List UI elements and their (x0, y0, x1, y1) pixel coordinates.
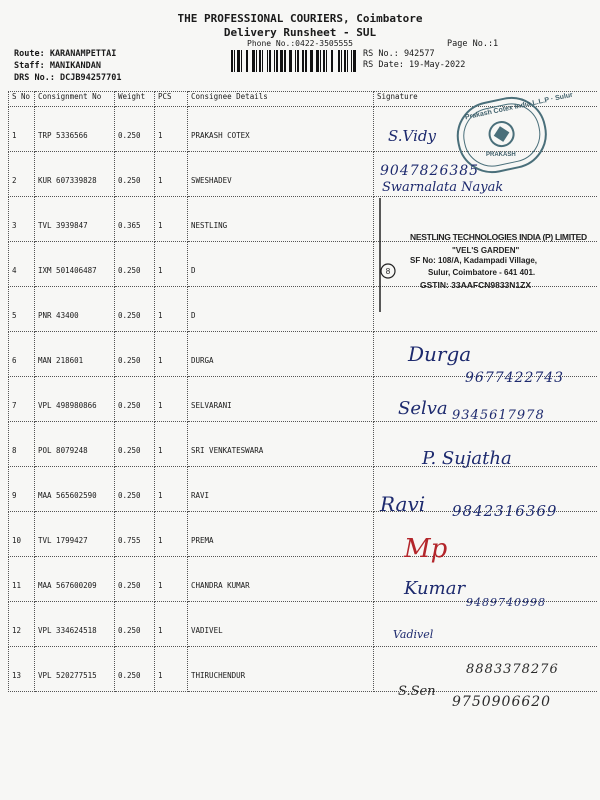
handwritten-phone-row2: 9047826385 (380, 163, 480, 179)
barcode-bar (332, 50, 333, 72)
cell-consignment: VPL 498980866 (35, 377, 115, 422)
cell-weight: 0.250 (115, 287, 155, 332)
cell-sno: 10 (9, 512, 35, 557)
signature-row12: Vadivel (393, 628, 434, 641)
cell-consignee: PREMA (188, 512, 374, 557)
cell-consignee: D (188, 242, 374, 287)
barcode-bar (252, 50, 255, 72)
document-subtitle: Delivery Runsheet - SUL (223, 26, 377, 39)
barcode-bar (257, 50, 258, 72)
cell-consignee: SRI VENKATESWARA (188, 422, 374, 467)
table-row (9, 557, 597, 602)
cell-sno: 3 (9, 197, 35, 242)
staff-label: Staff: MANIKANDAN (14, 61, 101, 71)
cell-sno: 11 (9, 557, 35, 602)
handwritten-phone-row13b: 9750906620 (452, 694, 552, 710)
nestling-stamp-place: "VEL'S GARDEN" (452, 246, 520, 255)
signature-row7: Selva (398, 398, 448, 419)
barcode-bar (302, 50, 304, 72)
cell-consignment: VPL 334624518 (35, 602, 115, 647)
cell-weight: 0.250 (115, 602, 155, 647)
drs-number: DRS No.: DCJB94257701 (14, 73, 122, 83)
barcode-bar (353, 50, 356, 72)
cell-pcs: 1 (155, 242, 188, 287)
cell-consignment: TVL 1799427 (35, 512, 115, 557)
barcode-bar (316, 50, 319, 72)
cell-pcs: 1 (155, 152, 188, 197)
svg-text:8: 8 (385, 267, 391, 276)
cell-weight: 0.250 (115, 422, 155, 467)
barcode (231, 50, 359, 72)
cell-pcs: 1 (155, 647, 188, 692)
cell-pcs: 1 (155, 287, 188, 332)
barcode-bar (272, 50, 273, 72)
signature-row1: S.Vidy (388, 127, 436, 145)
barcode-bar (234, 50, 235, 72)
cell-weight: 0.755 (115, 512, 155, 557)
barcode-bar (341, 50, 342, 72)
signature-row6: Durga (408, 342, 472, 366)
cell-weight: 0.250 (115, 332, 155, 377)
cell-sno: 13 (9, 647, 35, 692)
barcode-bar (290, 50, 292, 72)
handwritten-phone-row7: 9345617978 (452, 408, 545, 423)
barcode-bar (334, 50, 337, 72)
cell-sno: 5 (9, 287, 35, 332)
cell-weight: 0.250 (115, 152, 155, 197)
barcode-bar (274, 50, 275, 72)
barcode-bar (243, 50, 245, 72)
barcode-bar (247, 50, 248, 72)
handwritten-phone-row6: 9677422743 (465, 370, 565, 386)
barcode-bar (259, 50, 261, 72)
cell-pcs: 1 (155, 377, 188, 422)
signature-row11: Kumar (404, 578, 466, 599)
barcode-bar (314, 50, 315, 72)
cell-consignment: PNR 43400 (35, 287, 115, 332)
barcode-bar (308, 50, 309, 72)
prakash-logo-text: PRAKASH (486, 152, 516, 158)
cell-consignment: MAA 567600209 (35, 557, 115, 602)
nestling-stamp-address1: SF No: 108/A, Kadampadi Village, (410, 256, 537, 265)
nestling-stamp-address2: Sulur, Coimbatore - 641 401. (428, 268, 536, 277)
handwritten-name-row2: Swarnalata Nayak (382, 180, 504, 195)
cell-pcs: 1 (155, 197, 188, 242)
cell-pcs: 1 (155, 107, 188, 152)
cell-consignment: MAA 565602590 (35, 467, 115, 512)
signature-row9: Ravi (380, 492, 426, 516)
barcode-bar (305, 50, 307, 72)
barcode-bar (310, 50, 311, 72)
cell-pcs: 1 (155, 467, 188, 512)
cell-sno: 12 (9, 602, 35, 647)
barcode-bar (344, 50, 346, 72)
header-weight: Weight (115, 92, 155, 107)
header-signature: Signature (374, 92, 597, 107)
cell-sno: 9 (9, 467, 35, 512)
cell-weight: 0.250 (115, 467, 155, 512)
handwritten-phone-row9: 9842316369 (452, 502, 558, 520)
barcode-bar (249, 50, 251, 72)
barcode-bar (300, 50, 301, 72)
barcode-bar (357, 50, 358, 72)
barcode-bar (297, 50, 300, 72)
handwritten-phone-row13a: 8883378276 (466, 662, 559, 677)
cell-weight: 0.365 (115, 197, 155, 242)
header-sno: S No (9, 92, 35, 107)
barcode-bar (269, 50, 271, 72)
barcode-bar (280, 50, 283, 72)
rs-number: RS No.: 942577 (363, 49, 435, 59)
cell-consignee: NESTLING (188, 197, 374, 242)
cell-consignment: MAN 218601 (35, 332, 115, 377)
cell-consignee: CHANDRA KUMAR (188, 557, 374, 602)
barcode-bar (320, 50, 321, 72)
barcode-bar (311, 50, 313, 72)
header-consignee: Consignee Details (188, 92, 374, 107)
barcode-bar (293, 50, 294, 72)
cell-consignee: SELVARANI (188, 377, 374, 422)
barcode-bar (276, 50, 278, 72)
cell-sno: 6 (9, 332, 35, 377)
cell-pcs: 1 (155, 512, 188, 557)
cell-consignment: TRP 5336566 (35, 107, 115, 152)
barcode-bar (351, 50, 353, 72)
page-number: Page No.:1 (447, 39, 499, 49)
header-consignment: Consignment No (35, 92, 115, 107)
barcode-bar (295, 50, 296, 72)
header-pcs: PCS (155, 92, 188, 107)
signature-row13: S.Sen (398, 684, 436, 699)
barcode-bar (237, 50, 240, 72)
phone-number: Phone No.:0422-3505555 (247, 39, 353, 48)
cell-consignee: PRAKASH COTEX (188, 107, 374, 152)
cell-consignment: TVL 3939847 (35, 197, 115, 242)
cell-weight: 0.250 (115, 242, 155, 287)
cell-sno: 4 (9, 242, 35, 287)
cell-consignee: DURGA (188, 332, 374, 377)
cell-pcs: 1 (155, 557, 188, 602)
cell-weight: 0.250 (115, 107, 155, 152)
barcode-bar (289, 50, 290, 72)
cell-consignment: POL 8079248 (35, 422, 115, 467)
cell-consignee: THIRUCHENDUR (188, 647, 374, 692)
barcode-bar (262, 50, 263, 72)
cell-weight: 0.250 (115, 647, 155, 692)
barcode-bar (349, 50, 350, 72)
cell-pcs: 1 (155, 422, 188, 467)
cell-pcs: 1 (155, 332, 188, 377)
barcode-bar (287, 50, 288, 72)
table-row (9, 287, 597, 332)
cell-consignment: IXM 501406487 (35, 242, 115, 287)
handwritten-name-row8: P. Sujatha (422, 448, 512, 469)
route-label: Route: KARANAMPETTAI (14, 49, 117, 59)
nestling-stamp-name: NESTLING TECHNOLOGIES INDIA (P) LIMITED (410, 232, 587, 242)
cell-consignee: VADIVEL (188, 602, 374, 647)
cell-weight: 0.250 (115, 377, 155, 422)
barcode-bar (342, 50, 343, 72)
barcode-bar (323, 50, 325, 72)
barcode-bar (267, 50, 268, 72)
document-title: THE PROFESSIONAL COURIERS, Coimbatore (177, 12, 423, 25)
barcode-bar (264, 50, 267, 72)
barcode-bar (347, 50, 348, 72)
barcode-bar (326, 50, 327, 72)
barcode-bar (236, 50, 237, 72)
cell-sno: 1 (9, 107, 35, 152)
cell-consignment: VPL 520277515 (35, 647, 115, 692)
cell-sno: 2 (9, 152, 35, 197)
handwritten-phone-row11: 9489740998 (466, 596, 546, 609)
cell-pcs: 1 (155, 602, 188, 647)
cell-weight: 0.250 (115, 557, 155, 602)
barcode-bar (331, 50, 332, 72)
barcode-bar (338, 50, 340, 72)
cell-signature (374, 287, 597, 332)
barcode-bar (241, 50, 242, 72)
barcode-bar (328, 50, 330, 72)
nestling-bracket (364, 196, 384, 314)
cell-consignee: SWESHADEV (188, 152, 374, 197)
nestling-stamp-gstin: GSTIN: 33AAFCN9833N1ZX (420, 280, 532, 290)
rs-date: RS Date: 19-May-2022 (363, 60, 466, 70)
barcode-bar (284, 50, 286, 72)
signature-row10: Mp (404, 534, 448, 564)
prakash-stamp-text: Prakash Cotex India L.L.P · Sulur (464, 91, 574, 122)
circled-number-icon (379, 262, 397, 280)
cell-consignee: D (188, 287, 374, 332)
cell-sno: 7 (9, 377, 35, 422)
barcode-bar (279, 50, 280, 72)
cell-consignment: KUR 607339828 (35, 152, 115, 197)
cell-consignee: RAVI (188, 467, 374, 512)
cell-sno: 8 (9, 422, 35, 467)
barcode-bar (256, 50, 257, 72)
barcode-bar (321, 50, 322, 72)
barcode-bar (246, 50, 247, 72)
barcode-bar (231, 50, 233, 72)
